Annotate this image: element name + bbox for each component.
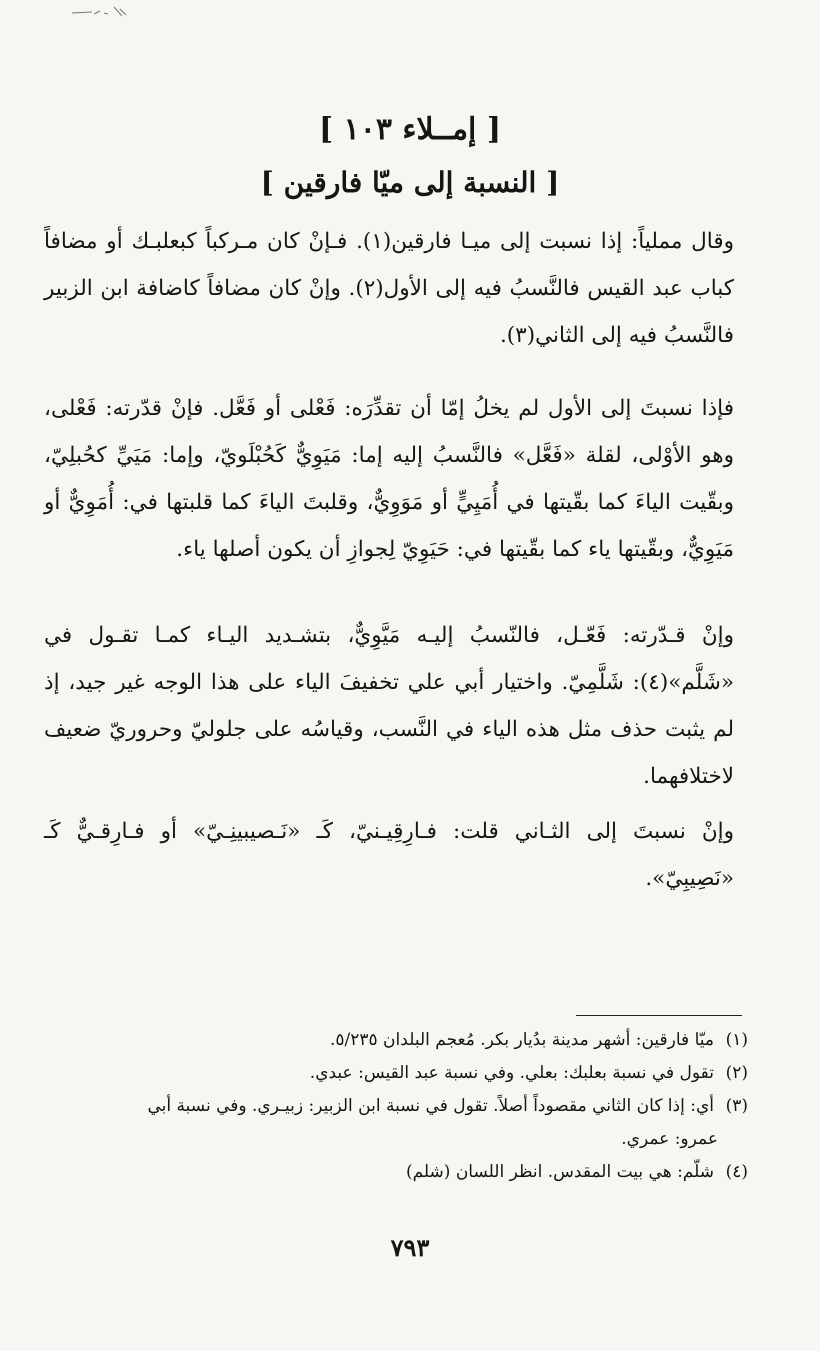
paragraph-3 xyxy=(44,612,734,800)
footnote-number: (٢) xyxy=(725,1063,748,1083)
footnote-continuation: عمرو: عمري. xyxy=(621,1129,718,1149)
dictation-number-heading: [ إمــلاء ١٠٣ ] xyxy=(318,112,502,147)
paragraph-text: وقال مملياً: إذا نسبت إلى ميـا فارقين(١). فـإنْ كان مـركباً كبعلبـك أو مضافاً كباب عبد القيس فالنَّسبُ فيه إلى الأول(٢). وإنْ كان مضافاً كاضافة ابن الزبير فالنَّسبُ فيه إلى الثاني(٣). xyxy=(44,229,734,348)
footnote-number: (٣) xyxy=(725,1096,748,1116)
page-number: ٧٩٣ xyxy=(390,1233,430,1262)
paragraph-4 xyxy=(44,808,734,902)
footnotes-list xyxy=(44,1024,748,1189)
footnote-2 xyxy=(44,1057,748,1090)
footnote-text: أي: إذا كان الثاني مقصوداً أصلاً. تقول في نسبة ابن الزبير: زبيـري. وفي نسبة أبي xyxy=(147,1096,714,1116)
footnote-text: شلّم: هي بيت المقدس. انظر اللسان (شلم) xyxy=(405,1162,714,1182)
paragraph-2 xyxy=(44,385,734,573)
footnote-number: (١) xyxy=(725,1030,748,1050)
paragraph-1 xyxy=(44,218,734,359)
footnote-1 xyxy=(44,1024,748,1057)
footnote-3 xyxy=(44,1090,748,1156)
footnote-number: (٤) xyxy=(725,1162,748,1182)
footnote-text: ميّا فارقين: أشهر مدينة بدُيار بكر. مُعجم البلدان ٥/٢٣٥. xyxy=(329,1030,714,1050)
paragraph-text: وإنْ قـدّرته: فَعّـل، فالنّسبُ إليـه مَيَّوِيٌّ، بتشـديد اليـاء كمـا تقـول في «شَلَّم»(٤): شَلَّمِيّ. واختيار أبي علي تخفيفَ الياء على هذا الوجه غير جيد، إذ لم يثبت حذف مثل هذه الياء في النَّسب، وقياسُه على جلوليّ وحروريّ ضعيف لاختلافهما. xyxy=(44,623,734,789)
footnote-divider xyxy=(576,1015,742,1016)
footnote-text: تقول في نسبة بعلبك: بعلي. وفي نسبة عبد القيس: عبدي. xyxy=(309,1063,714,1083)
footnote-4 xyxy=(44,1156,748,1189)
section-title: [ النسبة إلى ميّا فارقين ] xyxy=(260,166,560,199)
paragraph-text: فإذا نسبتَ إلى الأول لم يخلُ إمّا أن تقدِّرَه: فَعْلى أو فَعَّل. فإنْ قدّرته: فَعْلى، وهو الأوْلى، لقلة «فَعَّل» فالنَّسبُ إليه إما: مَيَوِيٌّ كَحُبْلَويّ، وإما: مَيَيِّ كحُبلِيّ، وبقّيت الياءَ كما بقّيتها في أُمَيِيٍّ أو مَوَوِيٌّ، وقلبتَ الياءَ كما قلبتها في: أُمَوِيٌّ أو مَيَوِيٌّ، وبقّيتها ياء كما بقّيتها في: حَيَوِيّ لِجوازِ أن يكون أصلها ياء. xyxy=(44,396,734,562)
scan-artifact-icon xyxy=(70,4,140,18)
paragraph-text: وإنْ نسبتَ إلى الثـاني قلت: فـارِقِيـنيّ، كَـ «نَـصيبينِـيّ» أو فـارِقـيٌّ كَـ «نَصِيبِيّ». xyxy=(44,819,734,891)
